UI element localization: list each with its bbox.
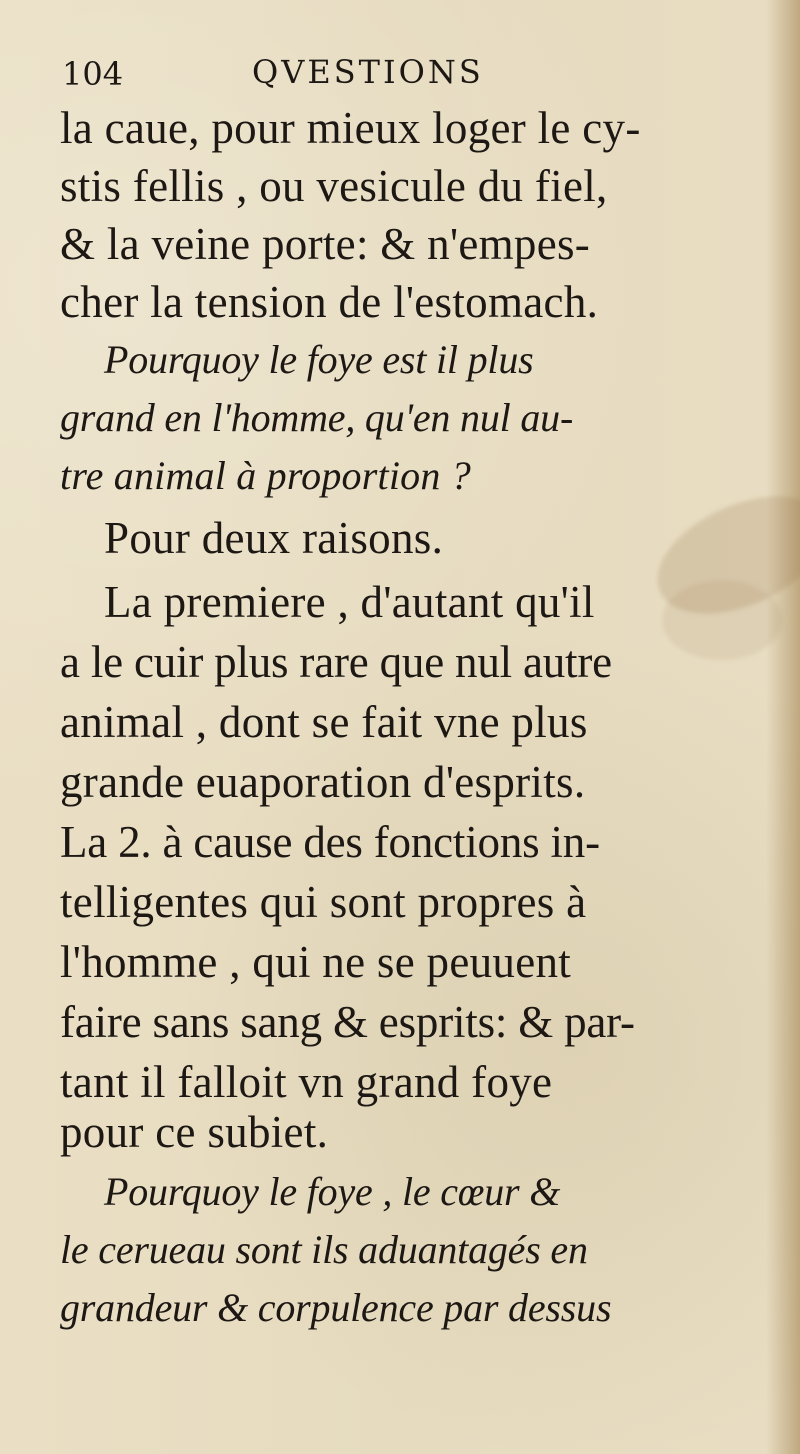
paper-stain [662, 580, 782, 660]
page-edge-shadow [766, 0, 800, 1454]
text-line: a le cuir plus rare que nul autre [60, 637, 612, 687]
text-line: pour ce subiet. [60, 1107, 329, 1157]
text-line: cher la tension de l'estomach. [60, 277, 599, 327]
text-line: telligentes qui sont propres à [60, 877, 587, 927]
text-line: grande euaporation d'esprits. [60, 757, 586, 807]
text-line: La premiere , d'autant qu'il [104, 577, 595, 627]
question-line: tre animal à proportion ? [60, 453, 471, 498]
text-line: Pour deux raisons. [104, 513, 444, 563]
text-line: animal , dont se fait vne plus [60, 697, 588, 747]
question-line: grand en l'homme, qu'en nul au- [60, 395, 574, 440]
text-line: & la veine porte: & n'empes- [60, 219, 591, 269]
text-line: l'homme , qui ne se peuuent [60, 937, 572, 987]
text-line: faire sans sang & esprits: & par- [60, 997, 635, 1047]
question-line: Pourquoy le foye , le cœur & [104, 1169, 561, 1214]
page-number: 104 [62, 55, 124, 93]
page-header [62, 52, 682, 102]
text-line: tant il falloit vn grand foye [60, 1057, 553, 1107]
question-line: le cerueau sont ils aduantagés en [60, 1227, 588, 1272]
question-line: Pourquoy le foye est il plus [104, 337, 534, 382]
text-line: stis fellis , ou vesicule du fiel, [60, 161, 608, 211]
text-line: La 2. à cause des fonctions in- [60, 817, 600, 867]
running-title: QVESTIONS [252, 53, 484, 91]
text-line: la caue, pour mieux loger le cy- [60, 103, 641, 153]
question-line: grandeur & corpulence par dessus [60, 1285, 612, 1330]
